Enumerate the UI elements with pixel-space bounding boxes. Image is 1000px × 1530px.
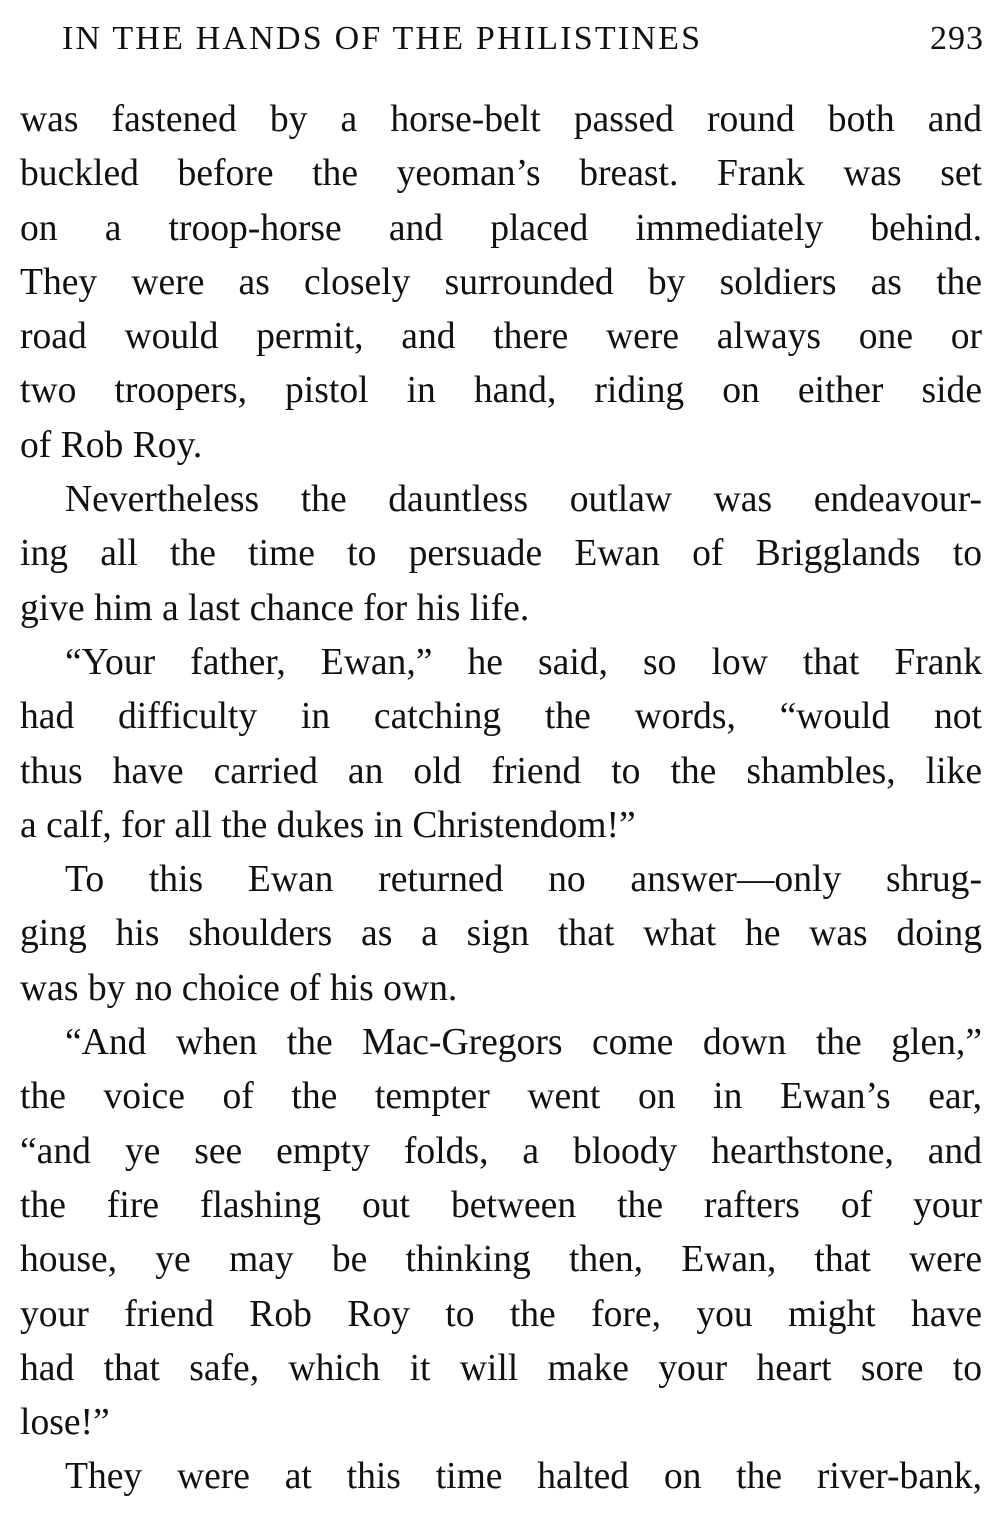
paragraph-6: [20, 1450, 982, 1504]
body-text: [20, 93, 982, 1505]
text-line: of Rob Roy.: [20, 424, 203, 466]
text-line: a calf, for all the dukes in Christendom!”: [20, 804, 636, 846]
text-line: house, ye may be thinking then, Ewan, that were: [20, 1239, 982, 1281]
page-number: 293: [930, 20, 984, 57]
text-line: was by no choice of his own.: [20, 967, 458, 1009]
text-line: thus have carried an old friend to the shambles, like: [20, 750, 982, 792]
text-line: Nevertheless the dauntless outlaw was endeavour-: [65, 479, 982, 521]
text-line: “and ye see empty folds, a bloody hearthstone, and: [20, 1130, 982, 1172]
text-line: To this Ewan returned no answer—only shrug-: [65, 859, 982, 901]
paragraph-2: [20, 473, 982, 636]
text-line: the fire flashing out between the rafters of your: [20, 1184, 982, 1226]
running-title: IN THE HANDS OF THE PHILISTINES: [62, 20, 703, 57]
paragraph-5: [20, 1016, 982, 1450]
text-line: They were as closely surrounded by soldiers as the: [20, 261, 982, 303]
paragraph-1: [20, 93, 982, 473]
text-line: two troopers, pistol in hand, riding on either side: [20, 370, 982, 412]
text-line: the voice of the tempter went on in Ewan’s ear,: [20, 1076, 982, 1118]
text-line: buckled before the yeoman’s breast. Frank was set: [20, 153, 982, 195]
paragraph-4: [20, 853, 982, 1016]
text-line: your friend Rob Roy to the fore, you might have: [20, 1293, 982, 1335]
text-line: “And when the Mac-Gregors come down the glen,”: [65, 1022, 982, 1064]
text-line: ging his shoulders as a sign that what he was doing: [20, 913, 982, 955]
text-line: “Your father, Ewan,” he said, so low that Frank: [65, 641, 982, 683]
running-head: [62, 14, 984, 64]
text-line: lose!”: [20, 1402, 110, 1444]
paragraph-3: [20, 636, 982, 853]
text-line: had difficulty in catching the words, “would not: [20, 696, 982, 738]
text-line: on a troop-horse and placed immediately behind.: [20, 207, 982, 249]
text-line: They were at this time halted on the river-bank,: [65, 1456, 982, 1498]
text-line: had that safe, which it will make your heart sore to: [20, 1347, 982, 1389]
text-line: was fastened by a horse-belt passed round both and: [20, 99, 982, 140]
text-line: road would permit, and there were always one or: [20, 316, 982, 358]
text-line: give him a last chance for his life.: [20, 587, 530, 629]
text-line: ing all the time to persuade Ewan of Brigglands to: [20, 533, 982, 575]
